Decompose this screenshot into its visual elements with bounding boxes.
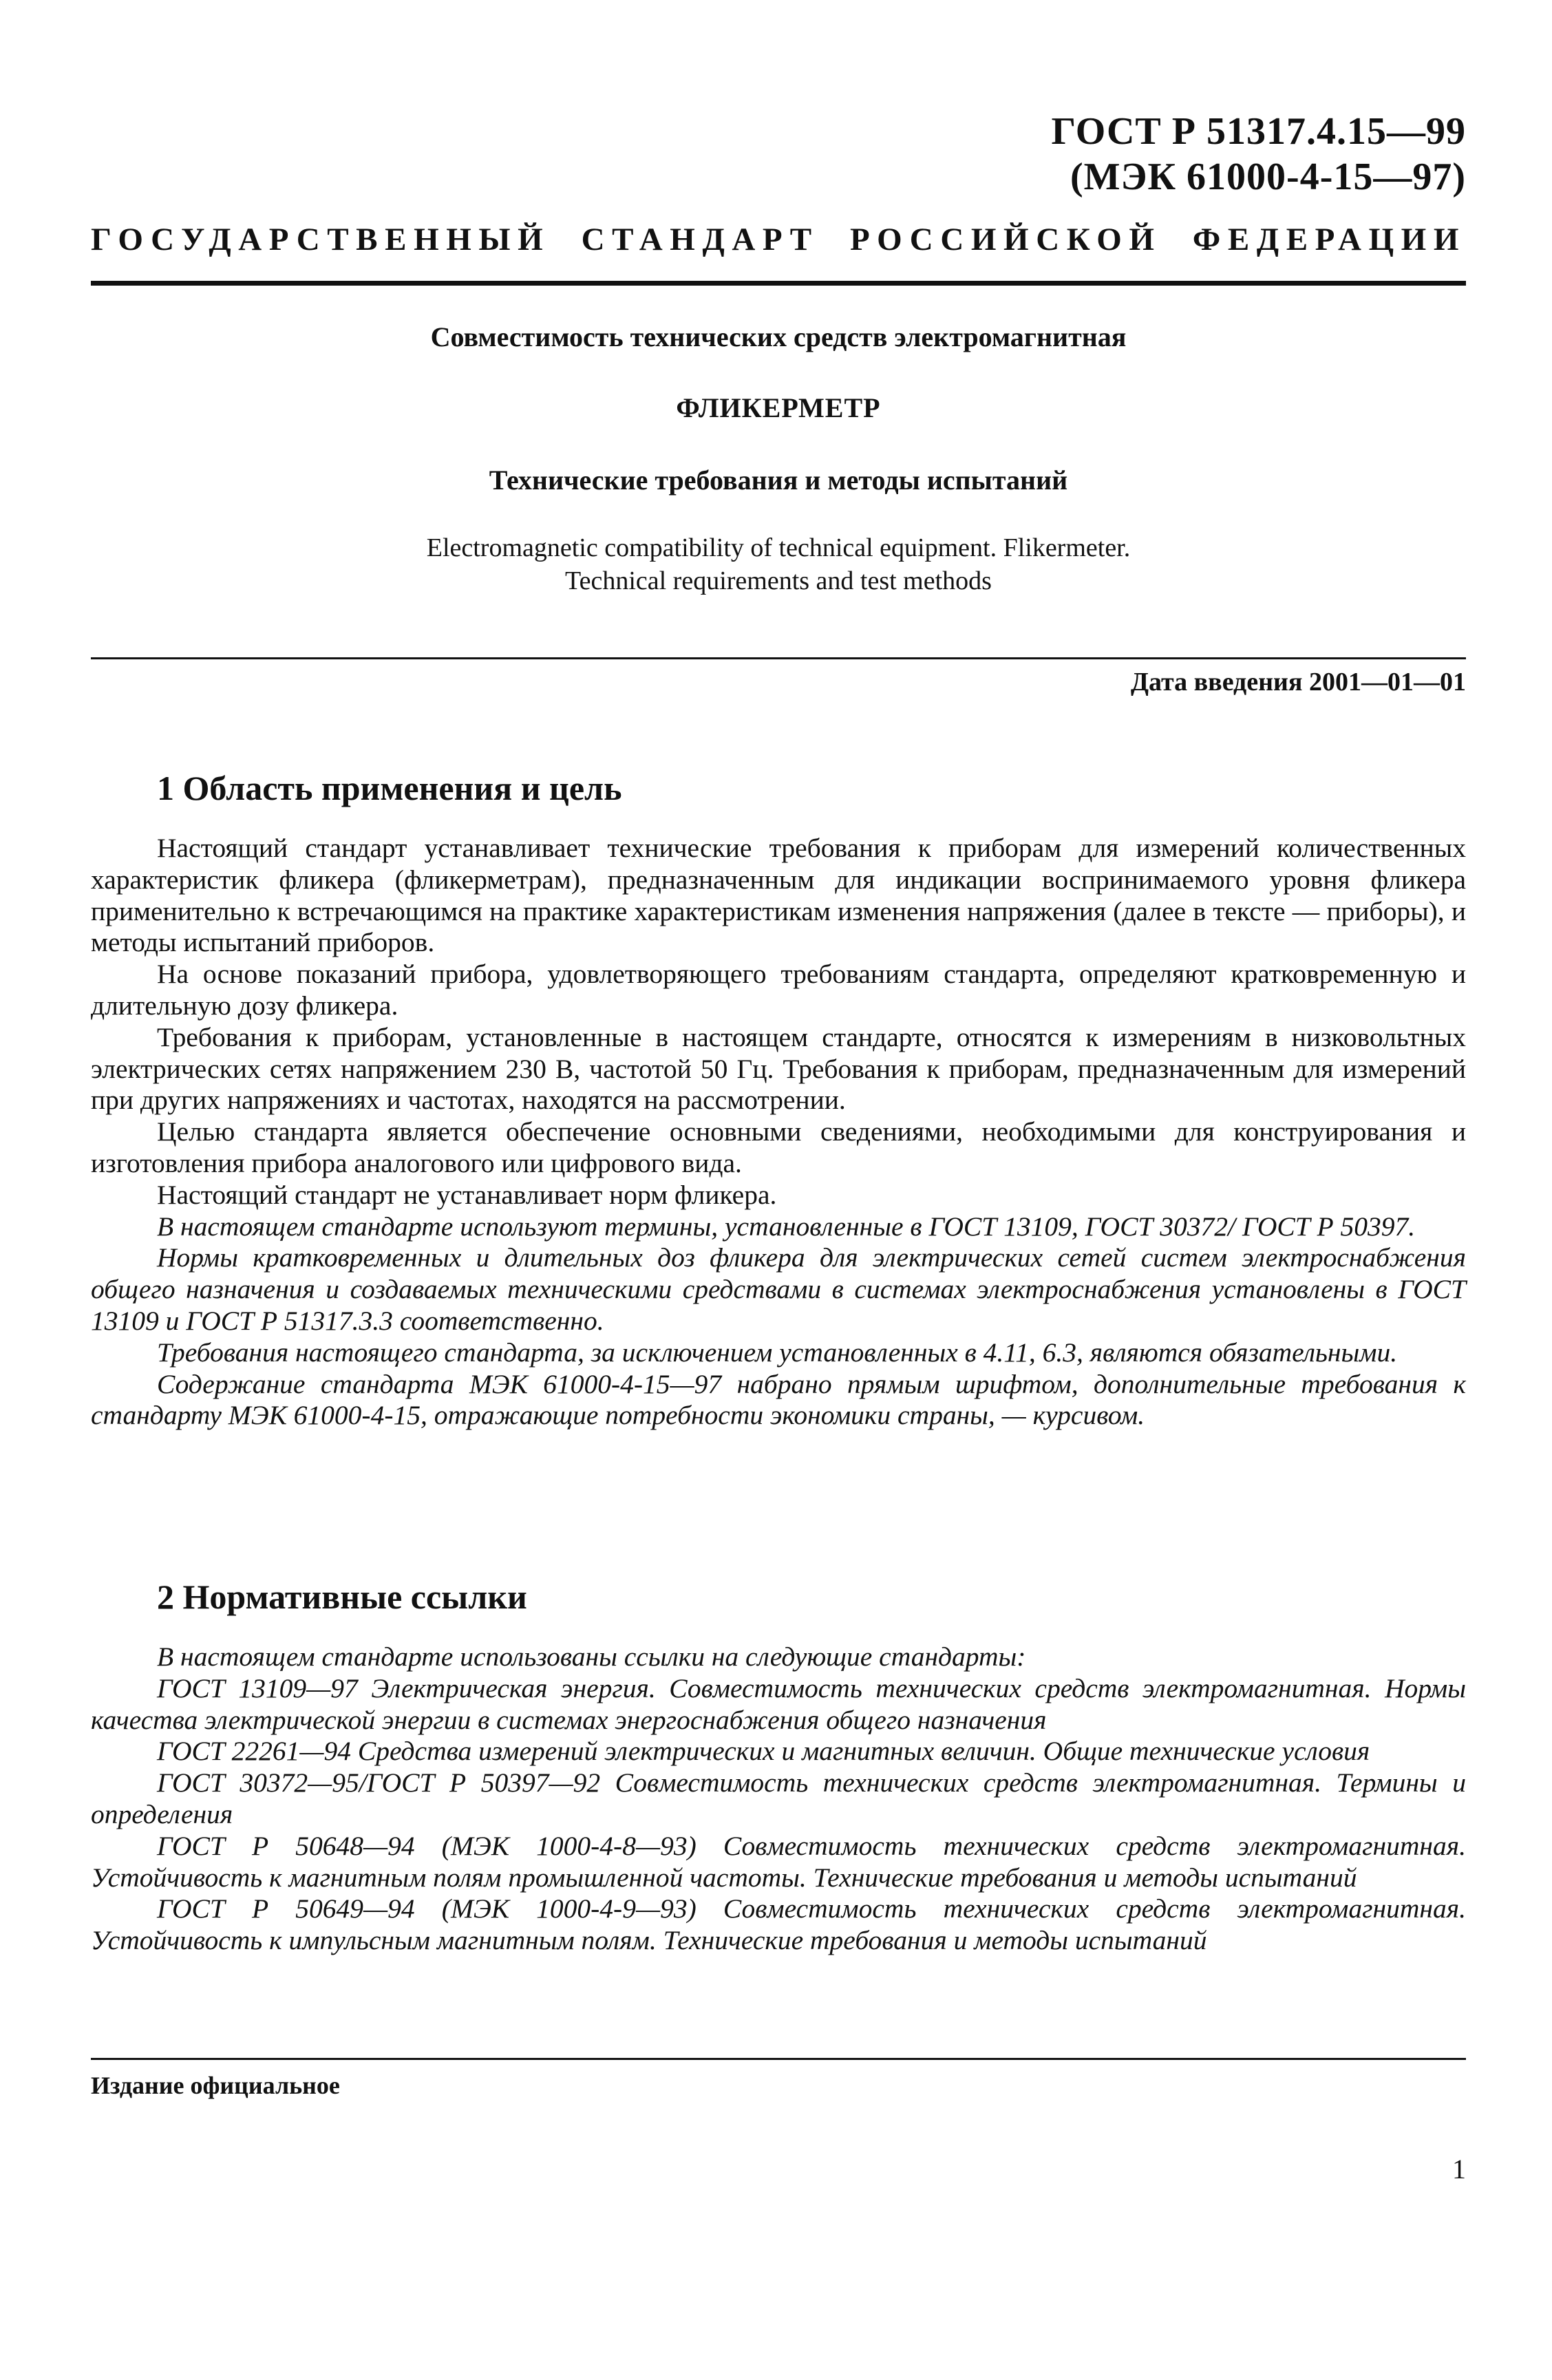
title-line-2: ФЛИКЕРМЕТР [676, 392, 881, 423]
section1-paragraph: Требования к приборам, установленные в настоящем стандарте, относятся к измерениям в низковольтных электрических сетях напряжением 230 В, частотой 50 Гц. Требования к приборам, предназначенным для измерений при других напряжениях и частотах, находятся на рассмотрении. [91, 1021, 1466, 1116]
title-line-3: Технические требования и методы испытаний [489, 465, 1068, 496]
footer-rule [91, 2058, 1466, 2060]
section-2-title: 2 Нормативные ссылки [157, 1577, 527, 1616]
section1-paragraph: В настоящем стандарте используют термины, установленные в ГОСТ 13109, ГОСТ 30372/ ГОСТ Р 50397. [157, 1211, 1416, 1242]
section-1-title: 1 Область применения и цель [157, 769, 622, 807]
section1-paragraph: Настоящий стандарт устанавливает технические требования к приборам для измерений количественных характеристик фликера (фликерметрам), предназначенным для индикации воспринимаемого уровня фликера применительно к встречающимся на практике характеристикам изменения напряжения (далее в тексте — приборы), и методы испытаний приборов. [91, 833, 1466, 958]
standard-number: ГОСТ Р 51317.4.15—99 [1051, 110, 1466, 153]
section1-paragraph: Содержание стандарта МЭК 61000-4-15—97 набрано прямым шрифтом, дополнительные требования к стандарту МЭК 61000-4-15, отражающие потребности экономики страны, — курсивом. [91, 1368, 1466, 1431]
state-standard-title: ГОСУДАРСТВЕННЫЙ СТАНДАРТ РОССИЙСКОЙ ФЕДЕРАЦИИ [91, 222, 1466, 257]
section-1-body [91, 833, 1466, 1432]
standard-number-block [1052, 109, 1466, 200]
section1-paragraph: Настоящий стандарт не устанавливает норм фликера. [157, 1179, 777, 1210]
section1-paragraph: На основе показаний прибора, удовлетворяющего требованиям стандарта, определяют кратковременную и длительную дозу фликера. [91, 959, 1466, 1021]
section1-paragraph: Целью стандарта является обеспечение основными сведениями, необходимыми для конструирования и изготовления прибора аналогового или цифрового вида. [91, 1116, 1466, 1178]
title-line-1: Совместимость технических средств электромагнитная [430, 321, 1127, 352]
english-title-line-1: Electromagnetic compatibility of technical equipment. Flikermeter. [426, 533, 1131, 562]
section1-paragraph: Требования настоящего стандарта, за исключением установленных в 4.11, 6.3, являются обязательными. [157, 1337, 1398, 1368]
official-edition-label: Издание официальное [91, 2072, 340, 2099]
iec-number: (МЭК 61000-4-15—97) [1070, 156, 1466, 198]
section-2-body [91, 1641, 1466, 1957]
section2-paragraph: ГОСТ Р 50648—94 (МЭК 1000-4-8—93) Совместимость технических средств электромагнитная. Устойчивость к магнитным полям промышленной частоты. Технические требования и методы испытаний [91, 1830, 1466, 1893]
section1-paragraph: Нормы кратковременных и длительных доз фликера для электрических сетей систем электроснабжения общего назначения и создаваемых техническими средствами в системах электроснабжения установлены в ГОСТ 13109 и ГОСТ Р 51317.3.3 соответственно. [91, 1242, 1466, 1336]
header-rule [91, 281, 1466, 286]
section2-paragraph: ГОСТ 22261—94 Средства измерений электрических и магнитных величин. Общие технические условия [157, 1736, 1370, 1767]
introduction-date: Дата введения 2001—01—01 [1130, 668, 1466, 697]
english-title-line-2: Technical requirements and test methods [565, 566, 992, 595]
section2-paragraph: ГОСТ 13109—97 Электрическая энергия. Совместимость технических средств электромагнитная. Нормы качества электрической энергии в системах энергоснабжения общего назначения [91, 1672, 1466, 1735]
english-title [91, 531, 1466, 597]
section2-paragraph: ГОСТ 30372—95/ГОСТ Р 50397—92 Совместимость технических средств электромагнитная. Термины и определения [91, 1767, 1466, 1829]
section2-paragraph: В настоящем стандарте использованы ссылки на следующие стандарты: [157, 1641, 1026, 1672]
section2-paragraph: ГОСТ Р 50649—94 (МЭК 1000-4-9—93) Совместимость технических средств электромагнитная. Устойчивость к импульсным магнитным полям. Технические требования и методы испытаний [91, 1893, 1466, 1956]
page-number: 1 [1452, 2154, 1466, 2185]
title-rule [91, 657, 1466, 659]
